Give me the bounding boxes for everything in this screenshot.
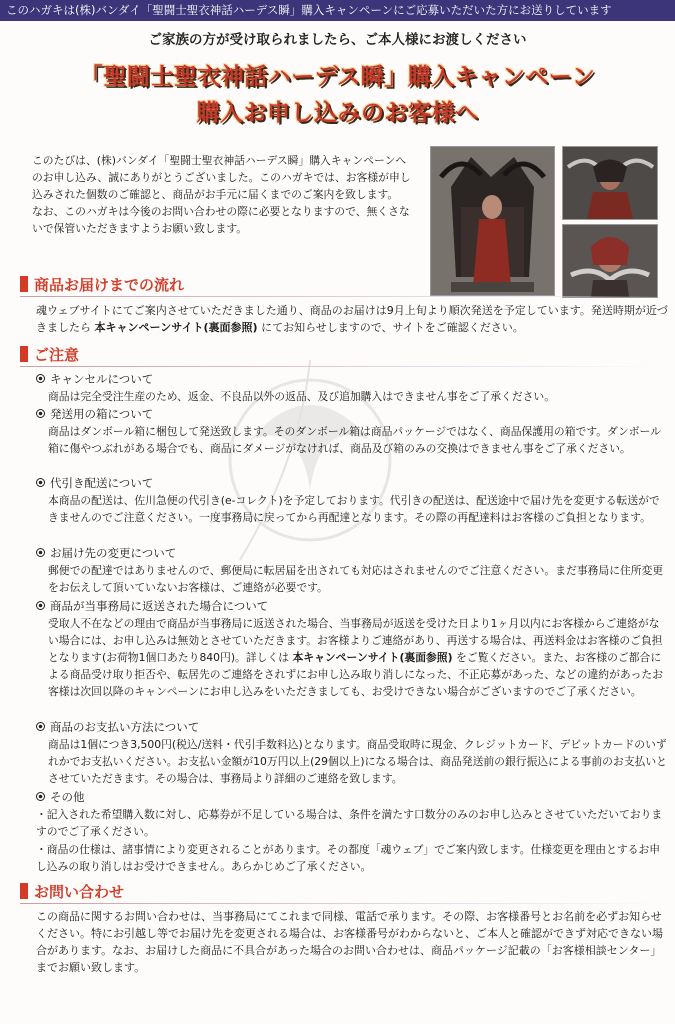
bullet-icon — [36, 601, 45, 610]
section-heading-inquiry — [20, 882, 660, 902]
watermark-emblem — [180, 330, 440, 590]
section-heading-caution — [20, 345, 660, 365]
other-item-2: ・商品の仕様は、諸事情により変更されることがあります。その都度「魂ウェブ」でご案内致します。仕様変更を理由とするお申し込みの取り消しはお受けできません。あらかじめご了承ください。 — [36, 843, 661, 873]
address-body: 郵便での配達ではありませんので、郵便局に転居届を出されても対応はされませんのでご注意ください。まだ事務局に住所変更をお伝えして頂いていないお客様は、ご連絡が必要です。 — [48, 564, 664, 594]
bullet-icon — [36, 478, 45, 487]
other-item-1: ・記入された希望購入数に対し、応募券が不足している場合は、条件を満たす口数分のみのお申し込みとさせていただいておりますのでご了承ください。 — [36, 808, 663, 838]
payment-body: 商品は1個につき3,500円(税込/送料・代引手数料込)となります。商品受取時に現金、クレジットカード、デビットカードのいずれかでお支払いください。お支払い金額が10万円以上(29個以上)になる場合は、商品発送前の銀行振込による事前のお支払いとさせていただきます。その場合は、事務局より詳細のご連絡を致します。 — [48, 738, 667, 785]
heading-text: ご注意 — [34, 346, 80, 364]
bullet-icon — [36, 409, 45, 418]
section-heading-delivery — [20, 275, 660, 295]
inquiry-text: この商品に関するお問い合わせは、当事務局にてこれまで同様、電話で承ります。その際、お客様番号とお名前を必ずお知らせください。特にお引越し等でお届け先を変更される場合は、お客様番号がわからないと、ご本人と確認ができず対応できない場合があります。なお、お届けした商品に不具合があった場合のお問い合わせは、商品パッケージ記載の「お客様相談センター」までお願い致します。 — [36, 910, 663, 974]
figure-closeup-photo-1 — [562, 146, 658, 220]
cod-heading: 代引き配送について — [36, 475, 153, 492]
box-body: 商品はダンボール箱に梱包して発送致します。そのダンボール箱は商品パッケージではなく、商品保護用の箱です。ダンボール箱に傷やつぶれがある場合でも、商品にダメージがなければ、商品及び箱のみの交換はできません事をご了承ください。 — [48, 425, 661, 455]
page-title: 「聖闘士聖衣神話ハーデス瞬」購入キャンペーン — [79, 64, 596, 90]
bullet-icon — [36, 374, 45, 383]
return-heading: 商品が当事務局に返送された場合について — [36, 598, 268, 615]
cod-body: 本商品の配送は、佐川急便の代引き(e-コレクト)を予定しております。代引きの配送は、配送途中で届け先を変更する転送ができませんのでご注意ください。一度事務局に戻ってから再配達となります。その際の再配達料はお客様のご負担となります。 — [48, 494, 660, 524]
heading-marker — [20, 346, 28, 362]
return-body: 受取人不在などの理由で商品が当事務局に返送された場合、当事務局が返送を受けた日より1ヶ月以内にお客様からご連絡がない場合には、お申し込みは無効とさせていただきます。お客様よりご連絡があり、再送する場合は、再送料金はお客様のご負担となります(お荷物1個口あたり840円)。詳しくは 本キャンペーンサイト(裏面参照) をご覧ください。また、お客様のご都合による商品受け取り拒否や、転居先のご連絡をされずにお申し込み取り消しになった、不正応募があった、などの違約があったお客様は次回以降のキャンペーンにお申し込みをいただきましても、お受けできない場合がございますのでご了承ください。 — [48, 617, 663, 698]
heading-text: お問い合わせ — [34, 883, 125, 901]
other-heading: その他 — [36, 789, 85, 806]
figure-throne-photo — [430, 146, 555, 296]
cancel-body: 商品は完全受注生産のため、返金、不良品以外の返品、及び追加購入はできません事をご了承ください。 — [48, 390, 556, 403]
payment-heading: 商品のお支払い方法について — [36, 719, 199, 736]
heading-text: 商品お届けまでの流れ — [34, 276, 185, 294]
box-heading: 発送用の箱について — [36, 406, 153, 423]
bullet-icon — [36, 548, 45, 557]
bullet-icon — [36, 792, 45, 801]
notice: ご家族の方が受け取られましたら、ご本人様にお渡しください — [148, 32, 527, 48]
heading-marker — [20, 276, 28, 292]
cancel-heading: キャンセルについて — [36, 371, 153, 388]
intro-text: このたびは、(株)バンダイ「聖闘士聖衣神話ハーデス瞬」購入キャンペーンへのお申し込み、誠にありがとうございました。このハガキでは、お客様が申し込みされた個数のご確認と、商品がお手元に届くまでのご案内を致します。 なお、このハガキは今後のお問い合わせの際に必要となりますので、無くさないで保管いただきますようお願い致します。 — [32, 154, 411, 235]
page-subtitle: 購入お申し込みのお客様へ — [196, 100, 479, 126]
bullet-icon — [36, 722, 45, 731]
top-banner: このハガキは(株)バンダイ「聖闘士聖衣神話ハーデス瞬」購入キャンペーンにご応募いただいた方にお送りしています — [0, 0, 675, 21]
heading-marker — [20, 883, 28, 899]
address-heading: お届け先の変更について — [36, 545, 176, 562]
delivery-text: 魂ウェブサイトにてご案内させていただきました通り、商品のお届けは9月上旬より順次発送を予定しています。発送時期が近づきましたら 本キャンペーンサイト(裏面参照) にてお知らせしますので、サイトをご確認ください。 — [36, 304, 668, 334]
